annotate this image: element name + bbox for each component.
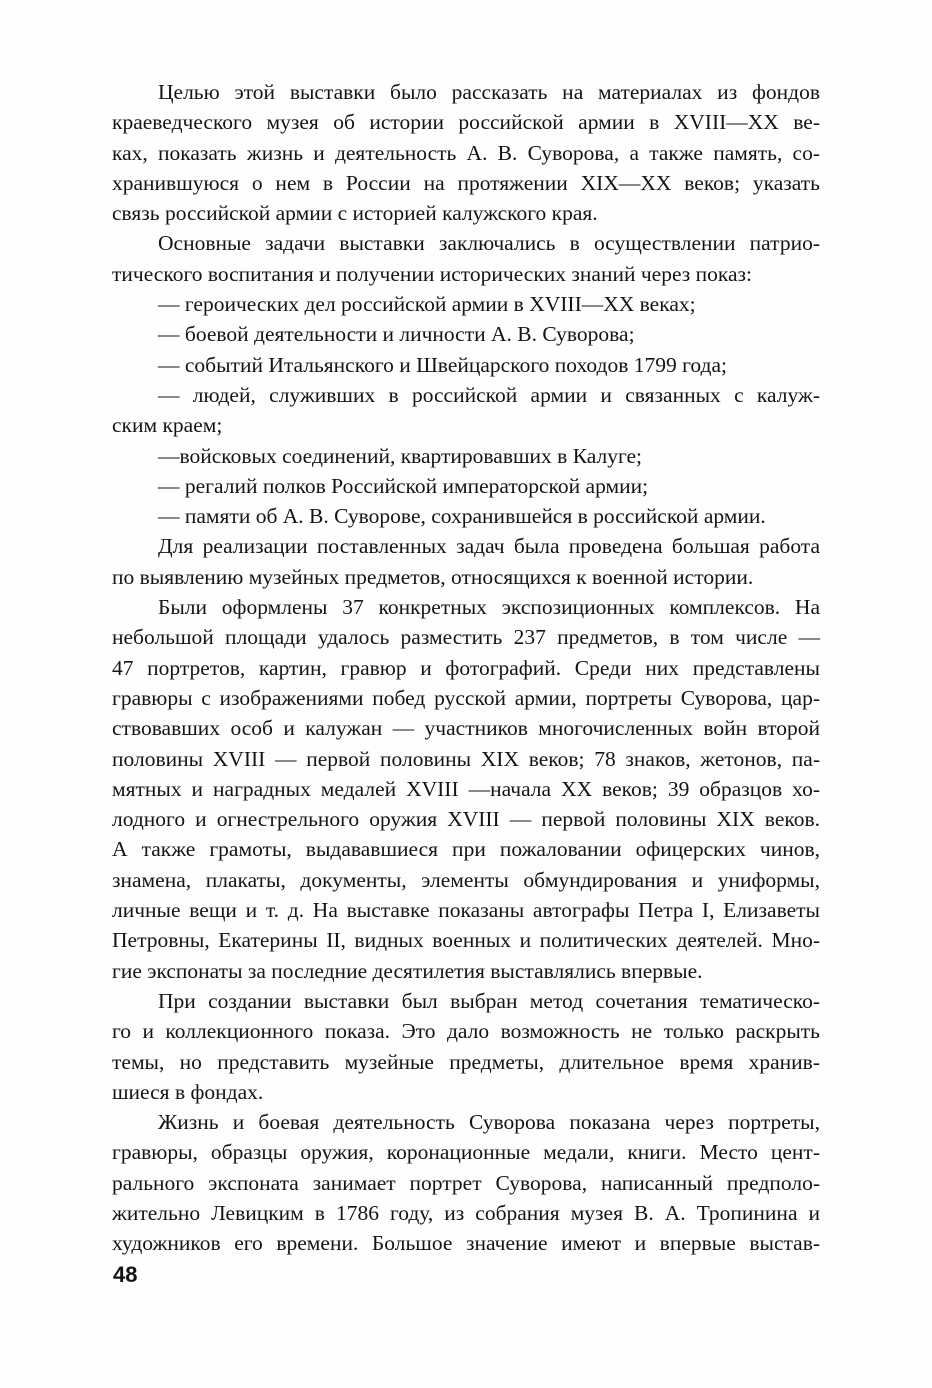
- text-block: [112, 77, 820, 1259]
- text-line: го и коллекционного показа. Это дало возможность не только раскрыть: [112, 1019, 820, 1044]
- text-line: половины XVIII — первой половины XIX веков; 78 знаков, жетонов, па-: [112, 746, 820, 771]
- text-line: — людей, служивших в российской армии и связанных с калуж-: [158, 382, 820, 407]
- text-line: ках, показать жизнь и деятельность А. В. Суворова, а также память, со-: [112, 140, 820, 165]
- text-line: гравюры с изображениями побед русской армии, портреты Суворова, цар-: [112, 685, 820, 710]
- text-line: — событий Итальянского и Швейцарского походов 1799 года;: [158, 352, 727, 377]
- text-line: лодного и огнестрельного оружия XVIII — первой половины XIX веков.: [112, 807, 820, 832]
- text-line: рального экспоната занимает портрет Суворова, написанный предполо-: [112, 1170, 820, 1195]
- text-line: личные вещи и т. д. На выставке показаны автографы Петра I, Елизаветы: [112, 898, 820, 923]
- text-line: Были оформлены 37 конкретных экспозиционных комплексов. На: [158, 595, 820, 620]
- text-line: ствовавших особ и калужан — участников многочисленных войн второй: [112, 716, 820, 741]
- text-line: — памяти об А. В. Суворове, сохранившейся в российской армии.: [158, 504, 766, 529]
- text-line: Основные задачи выставки заключались в осуществлении патрио-: [158, 231, 820, 256]
- text-line: При создании выставки был выбран метод сочетания тематическо-: [158, 988, 820, 1013]
- text-line: жительно Левицким в 1786 году, из собрания музея В. А. Тропинина и: [112, 1200, 820, 1225]
- text-line: Жизнь и боевая деятельность Суворова показана через портреты,: [158, 1110, 820, 1135]
- text-line: хранившуюся о нем в России на протяжении XIX—XX веков; указать: [112, 170, 820, 195]
- text-line: А также грамоты, выдававшиеся при пожаловании офицерских чинов,: [112, 837, 820, 862]
- text-line: Петровны, Екатерины II, видных военных и политических деятелей. Мно-: [112, 928, 820, 953]
- text-line: Для реализации поставленных задач была проведена большая работа: [158, 534, 820, 559]
- text-line: гие экспонаты за последние десятилетия выставлялись впервые.: [112, 958, 703, 983]
- page-number: 48: [113, 1262, 138, 1287]
- text-line: —войсковых соединений, квартировавших в Калуге;: [158, 443, 643, 468]
- text-line: небольшой площади удалось разместить 237 предметов, в том числе —: [112, 625, 820, 650]
- text-line: — боевой деятельности и личности А. В. Суворова;: [158, 322, 635, 347]
- text-line: 47 портретов, картин, гравюр и фотографий. Среди них представлены: [112, 655, 820, 680]
- text-line: связь российской армии с историей калужского края.: [112, 201, 598, 226]
- text-line: тического воспитания и получении исторических знаний через показ:: [112, 261, 753, 286]
- text-line: краеведческого музея об истории российской армии в XVIII—XX ве-: [112, 110, 820, 135]
- text-line: знамена, плакаты, документы, элементы обмундирования и униформы,: [112, 867, 820, 892]
- text-line: шиеся в фондах.: [112, 1079, 264, 1104]
- text-line: темы, но представить музейные предметы, длительное время хранив-: [112, 1049, 820, 1074]
- text-line: мятных и наградных медалей XVIII —начала XX веков; 39 образцов хо-: [112, 776, 820, 801]
- text-line: Целью этой выставки было рассказать на материалах из фондов: [158, 80, 820, 104]
- text-line: — героических дел российской армии в XVIII—XX веках;: [158, 292, 696, 317]
- text-line: художников его времени. Большое значение имеют и впервые выстав-: [112, 1231, 820, 1256]
- text-line: гравюры, образцы оружия, коронационные медали, книги. Место цент-: [112, 1140, 820, 1165]
- text-line: — регалий полков Российской императорской армии;: [158, 473, 649, 498]
- text-line: ским краем;: [112, 413, 223, 438]
- text-line: по выявлению музейных предметов, относящихся к военной истории.: [112, 564, 754, 589]
